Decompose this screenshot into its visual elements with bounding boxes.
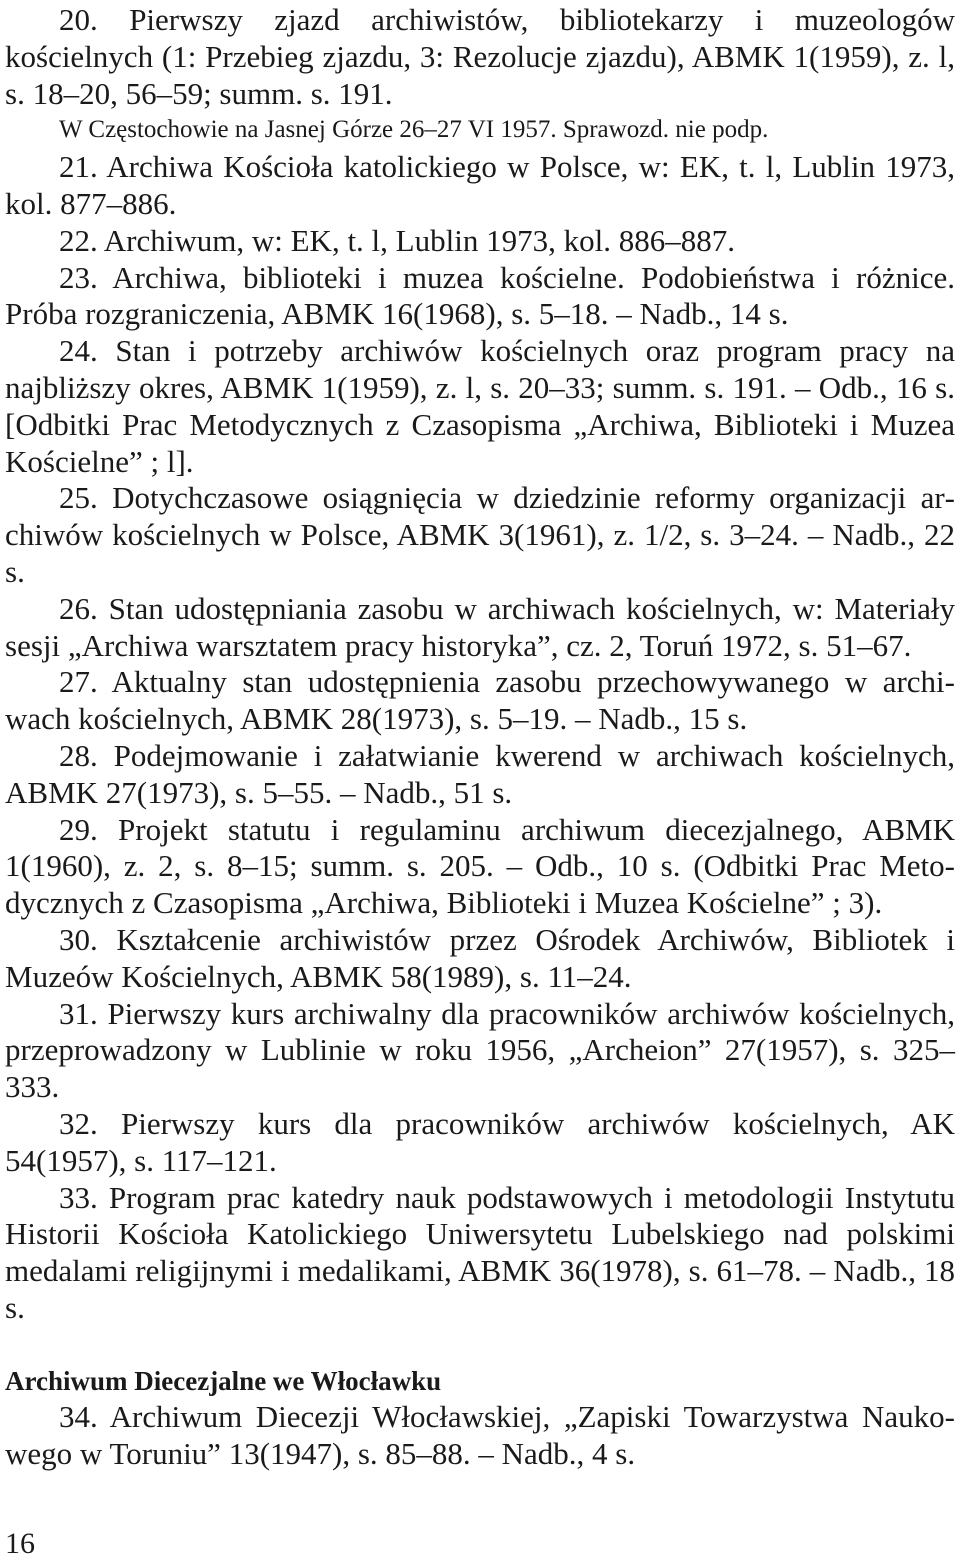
- bibliography-entry-31: 31. Pierwszy kurs archiwalny dla pracowników archiwów kościelnych, przeprowadzony w Lublinie w roku 1956, „Archeion” 27(1957), s. 325–333.: [5, 995, 955, 1105]
- bibliography-entry-30: 30. Kształcenie archiwistów przez Ośrodek Archiwów, Bibliotek i Muzeów Kościelnych, ABMK 58(1989), s. 11–24.: [5, 921, 955, 994]
- bibliography-entry-22: 22. Archiwum, w: EK, t. l, Lublin 1973, kol. 886–887.: [59, 222, 735, 258]
- bibliography-note-20: W Częstochowie na Jasnej Górze 26–27 VI 1957. Sprawozd. nie podp.: [59, 116, 769, 144]
- bibliography-entry-20: 20. Pierwszy zjazd archiwistów, bibliotekarzy i muzeologów kościelnych (1: Przebieg zjazdu, 3: Rezolucje zjazdu), ABMK 1(1959), z. l, s. 18–20, 56–59; summ. s. 191.: [5, 2, 955, 111]
- bibliography-entry-23: 23. Archiwa, biblioteki i muzea kościelne. Podobieństwa i różnice. Próba rozgraniczenia, ABMK 16(1968), s. 5–18. – Nadb., 14 s.: [5, 259, 955, 332]
- bibliography-entry-26: 26. Stan udostępniania zasobu w archiwach kościelnych, w: Materiały sesji „Archiwa warsztatem pracy historyka”, cz. 2, Toruń 1972, s. 51–67.: [5, 590, 955, 663]
- bibliography-list-section: [5, 1399, 955, 1473]
- document-page: [5, 0, 955, 1473]
- bibliography-entry-29: 29. Projekt statutu i regulaminu archiwum diecezjalnego, ABMK 1(1960), z. 2, s. 8–15; summ. s. 205. – Odb., 10 s. (Odbitki Prac Metodycznych z Czasopisma „Archiwa, Biblioteki i Muzea Kościelne” ; 3).: [5, 811, 955, 921]
- bibliography-list: [5, 0, 955, 1327]
- section-heading: Archiwum Diecezjalne we Włocławku: [5, 1365, 442, 1396]
- bibliography-entry-34: 34. Archiwum Diecezji Włocławskiej, „Zapiski Towarzystwa Naukowego w Toruniu” 13(1947), s. 85–88. – Nadb., 4 s.: [5, 1399, 955, 1472]
- bibliography-entry-24: 24. Stan i potrzeby archiwów kościelnych oraz program pracy na najbliższy okres, ABMK 1(1959), z. l, s. 20–33; summ. s. 191. – Odb., 16 s. [Odbitki Prac Metodycznych z Czasopisma „Archiwa, Biblioteki i Muzea Kościelne” ; l].: [5, 333, 955, 479]
- bibliography-entry-27: 27. Aktualny stan udostępnienia zasobu przechowywanego w archiwach kościelnych, ABMK 28(1973), s. 5–19. – Nadb., 15 s.: [5, 664, 955, 737]
- bibliography-entry-28: 28. Podejmowanie i załatwianie kwerend w archiwach kościelnych, ABMK 27(1973), s. 5–55. – Nadb., 51 s.: [5, 737, 955, 810]
- page-number: 16: [5, 1527, 35, 1560]
- bibliography-entry-21: 21. Archiwa Kościoła katolickiego w Polsce, w: EK, t. l, Lublin 1973, kol. 877–886.: [5, 149, 955, 221]
- bibliography-entry-32: 32. Pierwszy kurs dla pracowników archiwów kościelnych, AK 54(1957), s. 117–121.: [5, 1105, 955, 1178]
- bibliography-entry-25: 25. Dotychczasowe osiągnięcia w dziedzinie reformy organizacji archiwów kościelnych w Polsce, ABMK 3(1961), z. 1/2, s. 3–24. – Nadb., 22 s.: [5, 480, 955, 589]
- bibliography-entry-33: 33. Program prac katedry nauk podstawowych i metodologii Instytutu Historii Kościoła Katolickiego Uniwersytetu Lubelskiego nad polskimi medalami religijnymi i medalikami, ABMK 36(1978), s. 61–78. – Nadb., 18 s.: [5, 1179, 955, 1325]
